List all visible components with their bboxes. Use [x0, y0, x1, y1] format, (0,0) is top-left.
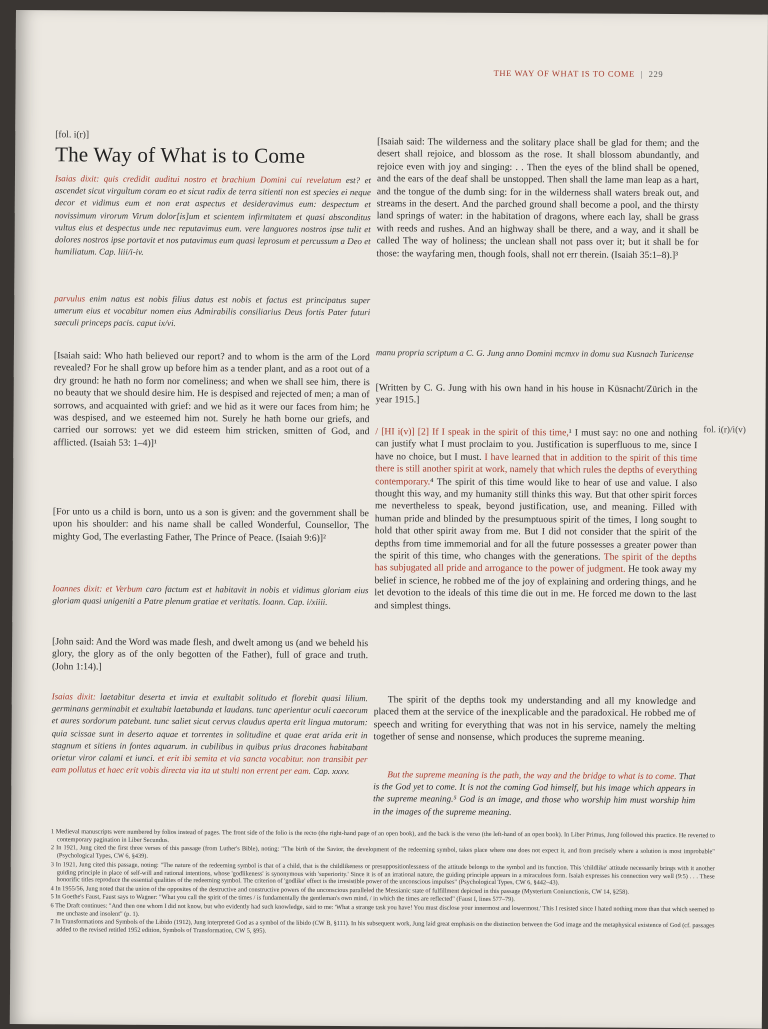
running-head-separator: |: [640, 68, 643, 79]
footnote: 2 In 1921, Jung cited the first three verses of this passage (from Luther's Bible), noting: "The birth of the Savior, the development of the redeeming symbol, takes place where one does not expect it, and from precisely where a solution is most improbable" (Psychological Types, CW 6, §439).: [50, 844, 715, 861]
john-latin: [52, 582, 368, 608]
latin-text: enim natus est nobis filius datus est nobis et factus est principatus super umerum eius et vocabitur nomen eius Admirabilis consiliarius Deus fortis Pater futuri saeculi princeps pacis. caput ix/vi.: [54, 293, 371, 329]
folio-reference: / [HI i(v)] [2]: [375, 426, 430, 438]
isaiah-latin-1: [54, 172, 371, 259]
running-head: [494, 68, 664, 79]
latin-text: laetabitur deserta et invia et exultabit solitudo et florebit quasi lilium. germinans germinabit et exultabit laetabunda et laudans. tunc aperientur oculi caecorum et aures sordorum patebunt. tunc saliet sicut cervus claudus aperta erit lingua mutorum: quia scissae sunt in deserto aquae et torrentes in solitudine et quae erat arida erit in stagnum et sitiens in fontes aquarum. in cubilibus in quibus prius dracones habitabant orietur viror calami et iunci.: [51, 691, 368, 763]
latin-lead: parvulus: [54, 293, 86, 304]
body-text: ¹ I must say: no one and nothing can justify what I must proclaim to you. Justification is superfluous to me, since I have no choice, but I must.: [375, 427, 698, 463]
footnotes: [50, 828, 715, 938]
isaiah-latin-3: [51, 690, 368, 777]
footnote: 6 The Draft continues: "And then one whom I did not know, but who evidently had such knowledge, said to me: 'What a strange task you have! You must disclose your innermost and lowermost.' This I resisted since I hated nothing more than that which seemed to me unchaste and insolent" (p. 1).: [50, 901, 715, 918]
latin-text: est? et ascendet sicut virgultum coram eo et sicut radix de terra sitienti non est species ei neque decor et vidimus eum et non erat aspectus et desideravimus eum: despectum et novissimum virorum Virum dolor[is]um et scientem infirmitatem et quasi absconditus vultus eius et despectus unde nec reputavimus eum. vere languores nostros ipse tulit et dolores nostros ipse portavit et nos putavimus eum quasi leprosum et percussum a Deo et humiliatum. Cap. liii/i-iv.: [54, 175, 372, 258]
main-text-paragraph-2: [374, 694, 696, 746]
latin-lead: Isaias dixit:: [54, 173, 100, 184]
page-title: The Way of What is to Come: [55, 142, 306, 168]
footnote: 7 In Transformations and Symbols of the Libido (1912), Jung interpreted God as a symbol of the libido (CW B, §111). In his subsequent work, Jung laid great emphasis on the distinction between the God image and the metaphysical existence of God (cf. passages added to the revised retitled 1952 edition, Symbols of Transformation, CW 5, §95).: [50, 918, 715, 935]
body-text: The spirit of the depths took my understanding and all my knowledge and placed them at the service of the inexplicable and the paradoxical. He robbed me of speech and writing for everything that was not in his service, namely the melting together of sense and nonsense, which produces the supreme meaning.: [373, 694, 696, 745]
jung-latin-inscription: manu propria scriptum a C. G. Jung anno Domini mcmxv in domu sua Kusnach Turicense: [375, 347, 694, 360]
margin-folio-note: fol. i(r)/i(v): [703, 424, 746, 435]
running-head-title: THE WAY OF WHAT IS TO COME: [493, 67, 635, 79]
latin-red-part: quis credidit auditui nostro et brachium Domini cui revelatum: [103, 173, 342, 185]
john-english: [John said: And the Word was made flesh, and dwelt among us (and we beheld his glory, the glory as of the only begotten of the Father), full of grace and truth. (John 1:14).]: [51, 636, 369, 673]
isaiah-english-1: [Isaiah said: Who hath believed our report? and to whom is the arm of the Lord revealed? For he shall grow up before him as a tender plant, and as a root out of a dry ground: he hath no form nor comeliness; and when we shall see him, there is no beauty that we should desire him. He is despised and rejected of men; a man of sorrows, and acquainted with grief: and we hid as it were our faces from him; he was despised, and we esteemed him not. Surely he hath borne our griefs, and carried our sorrows: yet we did esteem him stricken, smitten of God, and afflicted. (Isaiah 53: 1–4)]¹: [53, 350, 370, 449]
rubric-phrase: If I speak in the spirit of this time,: [432, 426, 569, 439]
rubric-phrase: I have learned that in addition to the spirit of this time there is still another spirit at work, namely that which rules the depths of everything contemporary.: [375, 451, 698, 488]
latin-text: caro factum est et habitavit in nobis et vidimus gloriam eius gloriam quasi unigeniti a Patre plenum gratiae et veritatis. Ioann. Cap. i/xiiii.: [52, 583, 369, 608]
latin-tail: Cap. xxxv.: [313, 766, 350, 777]
isaiah-english-2: [For unto us a child is born, unto us a son is given: and the government shall be upon his shoulder: and his name shall be called Wonderful, Counsellor, The mighty God, The everlasting Father, The Prince of Peace. (Isaiah 9:6)]²: [52, 506, 369, 544]
book-page: [10, 10, 768, 1029]
rubric-phrase: But the supreme meaning is the path, the way and the bridge to what is to come.: [387, 769, 677, 782]
rubric-phrase: The spirit of the depths has subjugated all pride and arrogance to the power of judgment.: [374, 551, 697, 576]
latin-lead: Isaias dixit:: [51, 691, 96, 702]
page-number: 229: [648, 68, 664, 79]
footnote: 3 In 1921, Jung cited this passage, noting: "The nature of the redeeming symbol is that of a child, that is the childlikeness or presuppositionlessness of the attitude belongs to the symbol and its function. This 'childlike' attitude necessarily brings with it another guiding principle in place of self-will and rational intentions, whose 'godlikeness' is synonymous with 'superiority.' Since it is of an irrational nature, the guiding principle appears in a miraculous form. Isaiah expresses his connection very well (9:5) . . . These honorific titles reproduce the essential qualities of the redeeming symbol. The criterion of 'godlike' effect is the irresistible power of the unconscious impulses" (Psychological Types, CW 6, §442–43).: [50, 860, 715, 887]
body-text: That is the God yet to come. It is not the coming God himself, but his image which appears in the supreme meaning.⁵ God is an image, and those who worship him must worship him in the images of the supreme meaning.: [373, 771, 696, 817]
footnote: 4 In 1955/56, Jung noted that the union of the opposites of the destructive and constructive powers of the unconscious paralleled the Messianic state of fulfillment depicted in this passage (Mysterium Coniunctionis, CW 14, §258).: [50, 885, 630, 896]
footnote: 5 In Goethe's Faust, Faust says to Wagner: "What you call the spirit of the times / is fundamentally the gentleman's own mind, / in which the times are reflected" (Faust I, lines 577–79).: [50, 893, 516, 904]
body-text: He took away my belief in science, he robbed me of the joy of explaining and ordering things, and he let devotion to the ideals of this time die out in me. He forced me down to the last and simplest things.: [374, 564, 697, 612]
main-text-paragraph-3: [373, 768, 695, 819]
latin-red-part: et erit ibi semita et via sancta vocabitur. non transibit per eam pollutus et haec erit vobis directa via ita ut stulti non errent per eam.: [51, 752, 368, 777]
isaiah-latin-2: [54, 292, 370, 331]
jung-english-inscription: [Written by C. G. Jung with his own hand in his house in Küsnacht/Zürich in the year 1915.]: [375, 382, 698, 406]
latin-lead: Ioannes dixit: et Verbum: [52, 583, 143, 594]
main-text-paragraph-1: [374, 426, 697, 614]
isaiah-english-3: [Isaiah said: The wilderness and the solitary place shall be glad for them; and the desert shall rejoice, and blossom as the rose. It shall blossom abundantly, and rejoice even with joy and singing: . . Then the eyes of the blind shall be opened, and the ears of the deaf shall be unstopped. Then shall the lame man leap as a hart, and the tongue of the dumb sing: for in the wilderness shall waters break out, and streams in the desert. And the parched ground shall become a pool, and the thirsty land springs of water: in the habitation of dragons, where each lay, shall be grass with reeds and rushes. And an highway shall be there, and a way, and it shall be called The way of holiness; the unclean shall not pass over it; but it shall be for those: the wayfaring men, though fools, shall not err therein. (Isaiah 35:1–8).]³: [376, 136, 700, 261]
folio-tag: [fol. i(r)]: [55, 130, 90, 141]
footnote: 1 Medieval manuscripts were numbered by folios instead of pages. The front side of the folio is the recto (the right-hand page of an open book), and the back is the verso (the left-hand of an open book). In Liber Primus, Jung followed this practice. He reverted to contemporary pagination in Liber Secundus.: [50, 828, 715, 844]
body-text: ⁴ The spirit of this time would like to hear of use and value. I also thought this way, and my humanity still thinks this way. But that other spirit forces me nevertheless to speak, beyond justification, use, and meaning. Filled with human pride and blinded by the presumptuous spirit of the times, I long sought to hold that other spirit away from me. But I did not consider that the spirit of the depths from time immemorial and for all the future possesses a greater power than the spirit of this time, who changes with the generations.: [374, 476, 698, 563]
